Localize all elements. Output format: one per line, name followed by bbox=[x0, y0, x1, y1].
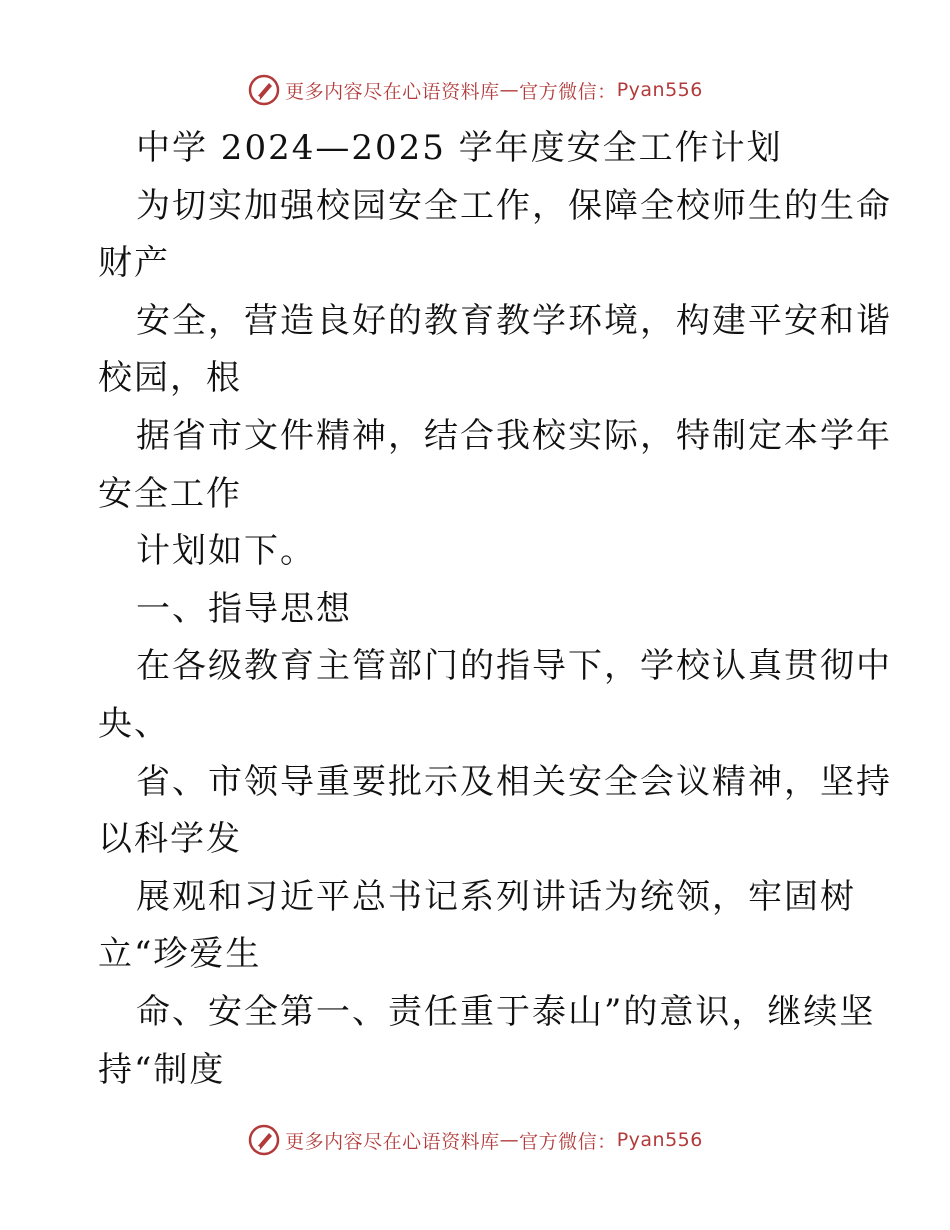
pen-nib-logo-icon bbox=[247, 73, 281, 107]
text-line: 在各级教育主管部门的指导下，学校认真贯彻中 bbox=[136, 646, 892, 687]
text-line: 安全工作 bbox=[98, 473, 242, 514]
banner-wechat-label: 官方微信： bbox=[519, 80, 617, 103]
text-line: 财产 bbox=[98, 243, 170, 284]
document-body bbox=[98, 120, 892, 1099]
text-line: 据省市文件精神，结合我校实际，特制定本学年 bbox=[136, 415, 892, 456]
text-line: 为切实加强校园安全工作，保障全校师生的生命 bbox=[136, 185, 892, 226]
text-line: 央、 bbox=[98, 703, 170, 744]
text-line: 命、安全第一、责任重于泰山”的意识，继续坚 bbox=[136, 991, 876, 1032]
banner-dash: — bbox=[499, 1129, 520, 1151]
text-line: 计划如下。 bbox=[136, 531, 316, 572]
document-title: 中学 2024—2025 学年度安全工作计划 bbox=[136, 128, 783, 168]
text-line: 立“珍爱生 bbox=[98, 934, 262, 975]
section-heading: 一、指导思想 bbox=[136, 588, 352, 629]
header-banner bbox=[0, 70, 950, 110]
pen-nib-logo-icon bbox=[247, 1123, 281, 1157]
banner-wechat-id: Pyan556 bbox=[616, 1129, 703, 1151]
footer-banner bbox=[0, 1120, 950, 1160]
banner-wechat-id: Pyan556 bbox=[616, 79, 703, 101]
text-line: 省、市领导重要批示及相关安全会议精神，坚持 bbox=[136, 761, 892, 802]
text-line: 展观和习近平总书记系列讲话为统领，牢固树 bbox=[136, 876, 856, 917]
banner-wechat-label: 官方微信： bbox=[519, 1130, 617, 1153]
banner-dash: — bbox=[499, 79, 520, 101]
text-line: 持“制度 bbox=[98, 1049, 226, 1090]
text-line: 安全，营造良好的教育教学环境，构建平安和谐 bbox=[136, 300, 892, 341]
banner-text: 更多内容尽在心语资料库 bbox=[285, 80, 500, 103]
text-line: 以科学发 bbox=[98, 819, 242, 860]
text-line: 校园，根 bbox=[98, 358, 242, 399]
banner-text: 更多内容尽在心语资料库 bbox=[285, 1130, 500, 1153]
